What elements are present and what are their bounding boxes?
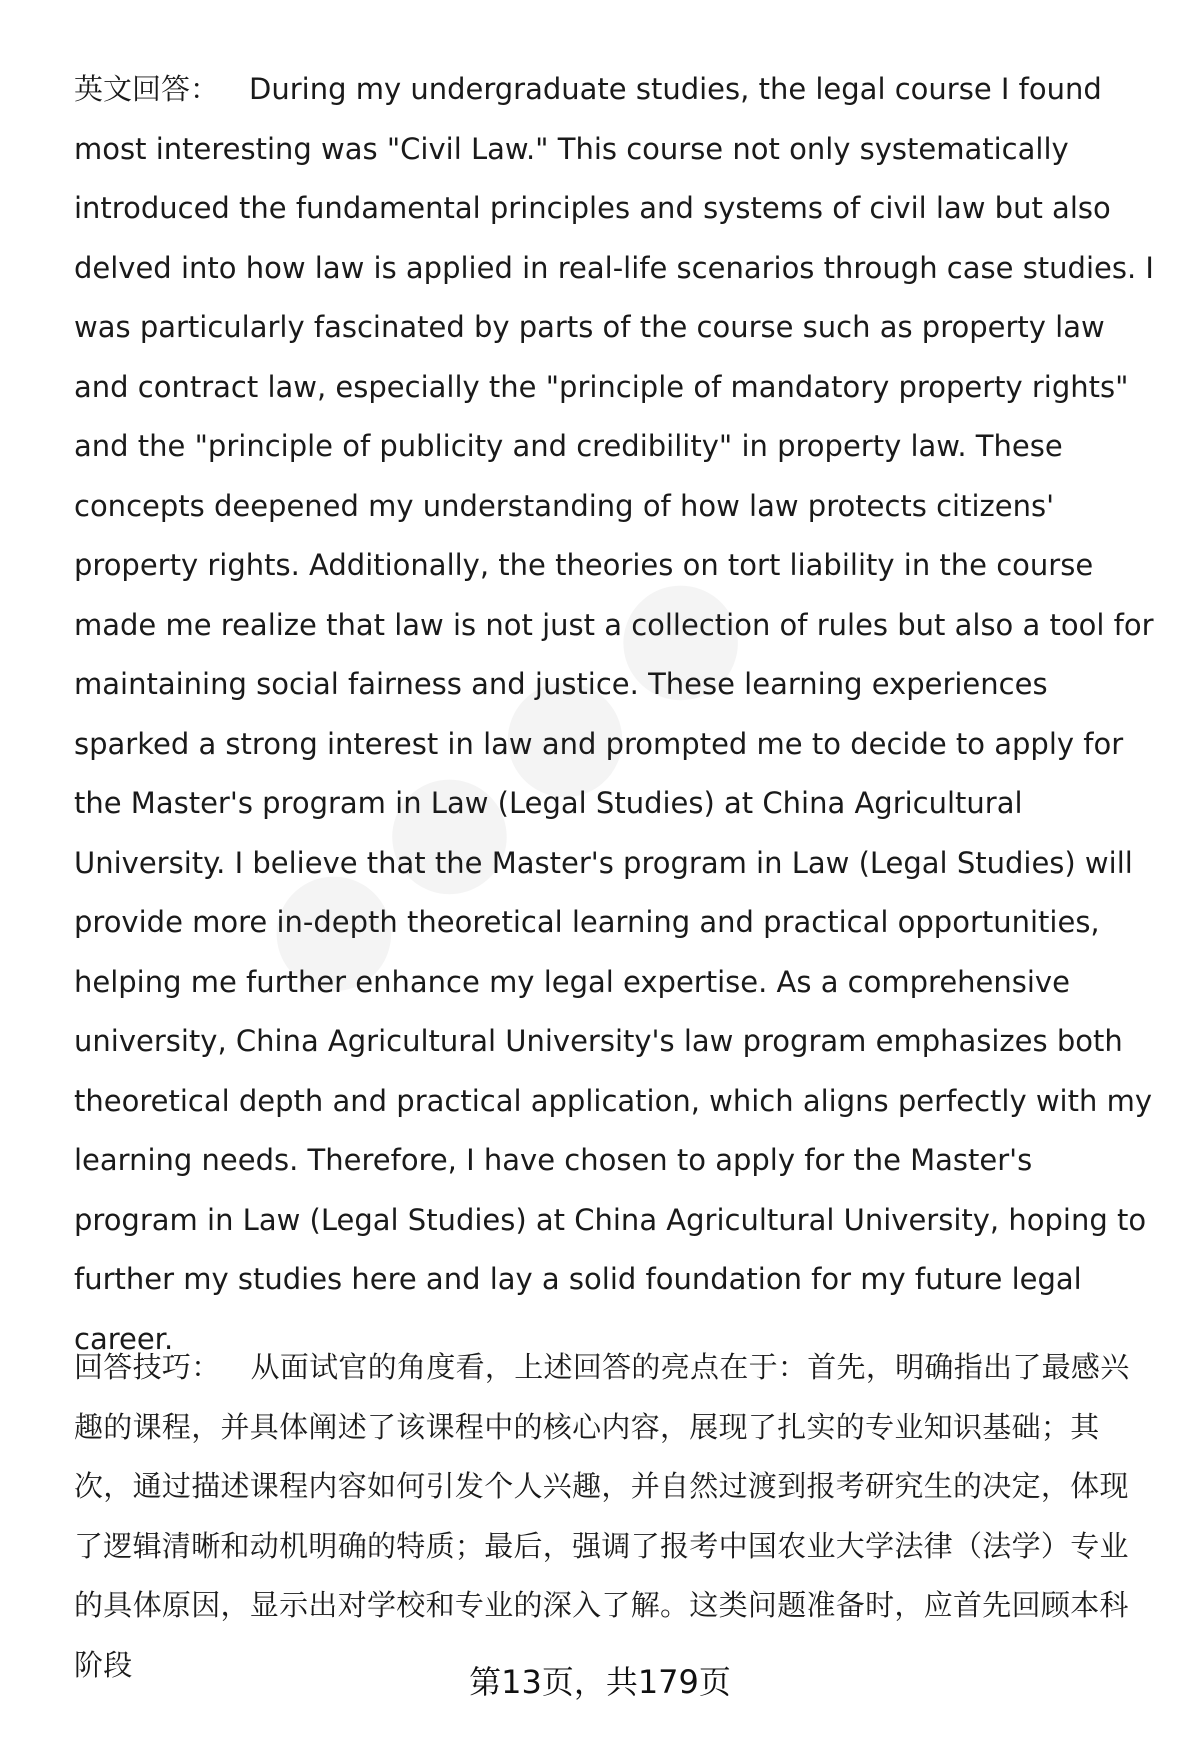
- page-number-footer: 第13页，共179页: [469, 1663, 731, 1701]
- english-answer-paragraph: [74, 60, 1154, 1369]
- answer-tip-text: 从面试官的角度看，上述回答的亮点在于：首先，明确指出了最感兴趣的课程，并具体阐述了该课程中的核心内容，展现了扎实的专业知识基础；其次，通过描述课程内容如何引发个人兴趣，并自然过渡到报考研究生的决定，体现了逻辑清晰和动机明确的特质；最后，强调了报考中国农业大学法律（法学）专业的具体原因，显示出对学校和专业的深入了解。这类问题准备时，应首先回顾本科阶段: [74, 1350, 1130, 1682]
- english-answer-text: During my undergraduate studies, the legal course I found most interesting was "Civil Law." This course not only systematically introduced the fundamental principles and systems of civil law but also delved into how law is applied in real-life scenarios through case studies. I was particularly fascinated by parts of the course such as property law and contract law, especially the "principle of mandatory property rights" and the "principle of publicity and credibility" in property law. These concepts deepened my understanding of how law protects citizens' property rights. Additionally, the theories on tort liability in the course made me realize that law is not just a collection of rules but also a tool for maintaining social fairness and justice. These learning experiences sparked a strong interest in law and prompted me to decide to apply for the Master's program in Law (Legal Studies) at China Agricultural University. I believe that the Master's program in Law (Legal Studies) will provide more in-depth theoretical learning and practical opportunities, helping me further enhance my legal expertise. As a comprehensive university, China Agricultural University's law program emphasizes both theoretical depth and practical application, which aligns perfectly with my learning needs. Therefore, I have chosen to apply for the Master's program in Law (Legal Studies) at China Agricultural University, hoping to further my studies here and lay a solid foundation for my future legal career.: [74, 72, 1154, 1356]
- answer-tip-label: 回答技巧：: [74, 1350, 221, 1384]
- answer-tip-paragraph: [74, 1338, 1154, 1695]
- english-answer-label: 英文回答：: [74, 72, 220, 106]
